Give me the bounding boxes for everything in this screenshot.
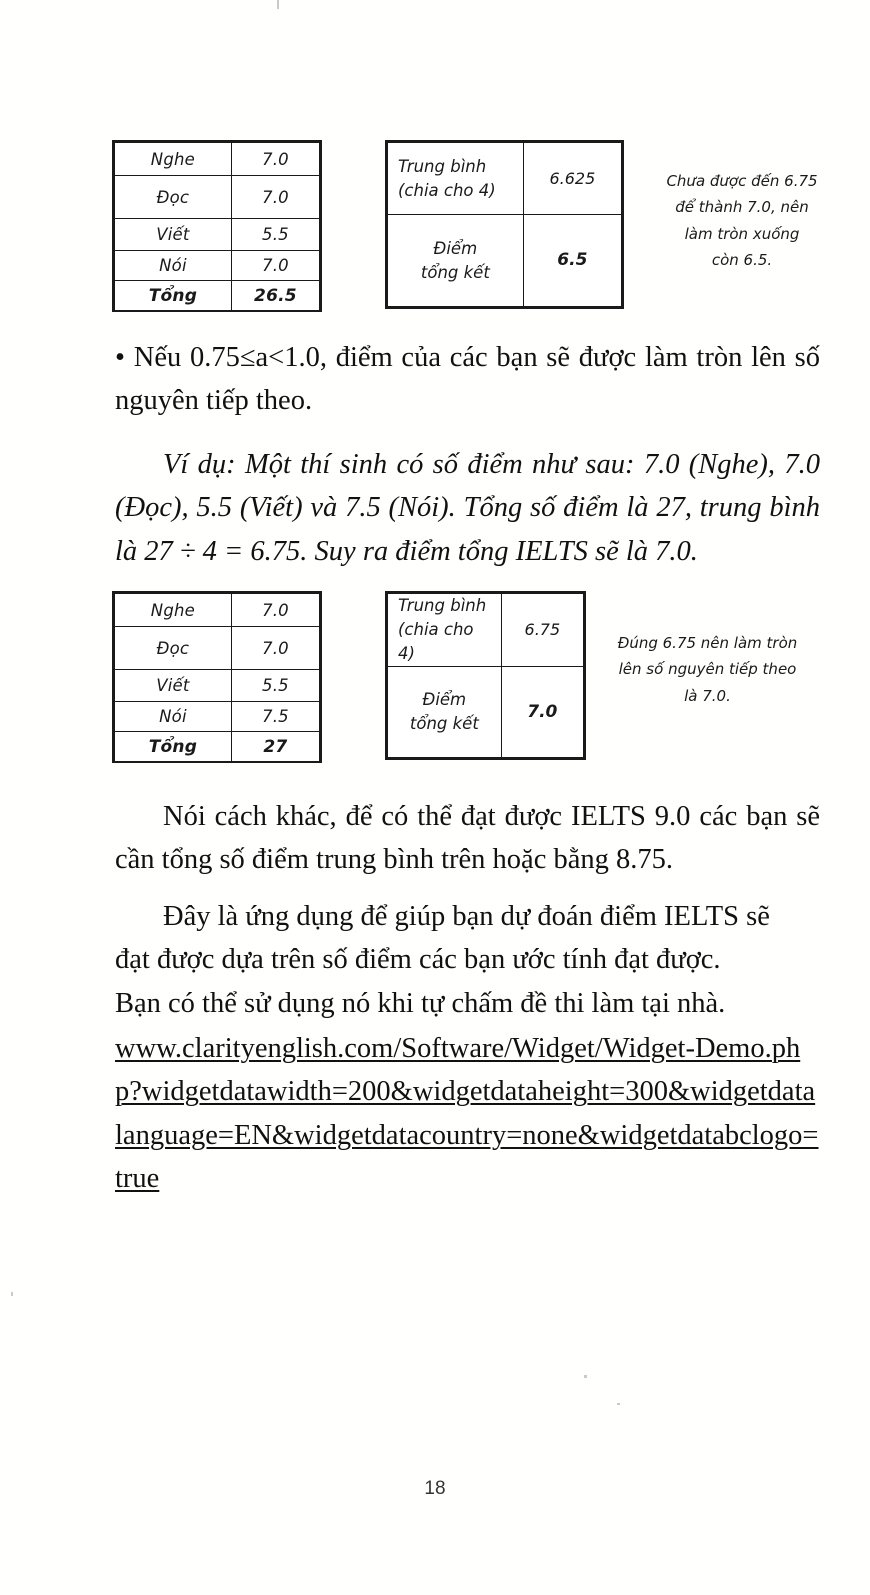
side-note-example-1 — [636, 168, 848, 273]
average-label-line1: Trung bình — [398, 596, 487, 615]
skill-score: 5.5 — [231, 670, 319, 702]
average-value: 6.75 — [501, 594, 583, 667]
scan-speckle — [11, 1292, 13, 1296]
other-words-paragraph — [115, 795, 820, 882]
skill-score: 5.5 — [231, 219, 319, 251]
average-label-line1: Trung bình — [398, 156, 487, 176]
final-value: 6.5 — [523, 215, 621, 307]
skill-label: Viết — [115, 219, 232, 251]
table-row-final — [388, 666, 584, 757]
total-label: Tổng — [115, 281, 232, 311]
side-note-example-2 — [600, 630, 815, 709]
skill-label: Nói — [115, 251, 232, 281]
final-value: 7.0 — [501, 666, 583, 757]
average-label — [388, 143, 524, 215]
app-line1-text: Đây là ứng dụng để giúp bạn dự đoán điểm IELTS sẽ — [163, 901, 770, 932]
table-row — [115, 143, 320, 176]
app-description-paragraph — [115, 895, 827, 1025]
table-row — [115, 219, 320, 251]
side-note-line: là 7.0. — [684, 686, 731, 705]
skill-score: 7.0 — [231, 143, 319, 176]
side-note-line: Đúng 6.75 nên làm tròn — [617, 634, 798, 652]
skill-label: Đọc — [115, 176, 232, 219]
table-row — [115, 627, 320, 670]
average-label-line2: (chia cho 4) — [398, 619, 474, 663]
app-description-line-2: đạt được dựa trên số điểm các bạn ước tính đạt được. — [115, 944, 721, 976]
table-row — [115, 702, 320, 732]
skill-label: Viết — [115, 670, 232, 702]
scan-speckle — [584, 1375, 587, 1378]
average-value: 6.625 — [523, 143, 621, 215]
average-label — [388, 594, 502, 667]
other-words-text: Nói cách khác, để có thể đạt được IELTS 9.0 các bạn sẽ cần tổng số điểm trung bình trên hoặc bằng 8.75. — [115, 801, 820, 876]
table-row-average — [388, 143, 622, 215]
page-number: 18 — [424, 1478, 446, 1499]
skill-label: Nghe — [115, 594, 232, 627]
final-label-line1: Điểm — [433, 238, 478, 258]
table-row — [115, 594, 320, 627]
side-note-line: làm tròn xuống — [684, 224, 800, 243]
side-note-line: còn 6.5. — [711, 250, 773, 269]
side-note-line: để thành 7.0, nên — [675, 198, 809, 217]
table-row — [115, 251, 320, 281]
side-note-line: lên số nguyên tiếp theo — [618, 660, 797, 679]
example-intro-text: Ví dụ: Một thí sinh có số điểm như sau: 7.0 (Nghe), 7.0 (Đọc), 5.5 (Viết) và 7.5 (Nói). Tổng số điểm là 27, trung bình là 27 ÷ 4 = 6.75. Suy ra điểm tổng IELTS sẽ là 7.0. — [115, 449, 820, 567]
average-table-example-1 — [385, 140, 624, 309]
total-score: 26.5 — [231, 281, 319, 311]
skill-score: 7.0 — [231, 251, 319, 281]
bullet-marker: • — [115, 342, 125, 373]
total-label: Tổng — [115, 732, 232, 762]
skill-score: 7.0 — [231, 594, 319, 627]
rule-bullet-text: Nếu 0.75≤a<1.0, điểm của các bạn sẽ được làm tròn lên số nguyên tiếp theo. — [115, 342, 820, 417]
final-label-line2: tổng kết — [420, 262, 490, 282]
final-label-line1: Điểm — [422, 689, 467, 709]
table-row — [115, 176, 320, 219]
final-label — [388, 215, 524, 307]
scan-speckle — [277, 0, 279, 9]
final-label — [388, 666, 502, 757]
skill-score: 7.5 — [231, 702, 319, 732]
average-table-example-2 — [385, 591, 586, 760]
skill-score: 7.0 — [231, 627, 319, 670]
skill-label: Đọc — [115, 627, 232, 670]
final-label-line2: tổng kết — [409, 713, 479, 733]
example-intro-paragraph — [115, 443, 820, 573]
table-row-total — [115, 732, 320, 762]
table-row — [115, 670, 320, 702]
skill-score: 7.0 — [231, 176, 319, 219]
total-score: 27 — [231, 732, 319, 762]
rule-bullet-paragraph — [115, 336, 820, 423]
average-label-line2: (chia cho 4) — [398, 180, 496, 200]
table-row-final — [388, 215, 622, 307]
side-note-line: Chưa được đến 6.75 — [666, 172, 818, 190]
widget-demo-url[interactable]: www.clarityenglish.com/Software/Widget/Widget-Demo.php?widgetdatawidth=200&widgetdataheight=300&widgetdatalanguage=EN&widgetdatacountry=none&widgetdatabclogo=true — [115, 1033, 819, 1194]
skill-label: Nghe — [115, 143, 232, 176]
score-table-example-1 — [112, 140, 322, 312]
app-description-line-3: Bạn có thể sử dụng nó khi tự chấm đề thi làm tại nhà. — [115, 987, 726, 1019]
table-row-total — [115, 281, 320, 311]
alt-scan-speckle — [617, 1403, 620, 1405]
score-table-example-2 — [112, 591, 322, 763]
app-description-line-1 — [115, 895, 827, 938]
table-row-average — [388, 594, 584, 667]
skill-label: Nói — [115, 702, 232, 732]
